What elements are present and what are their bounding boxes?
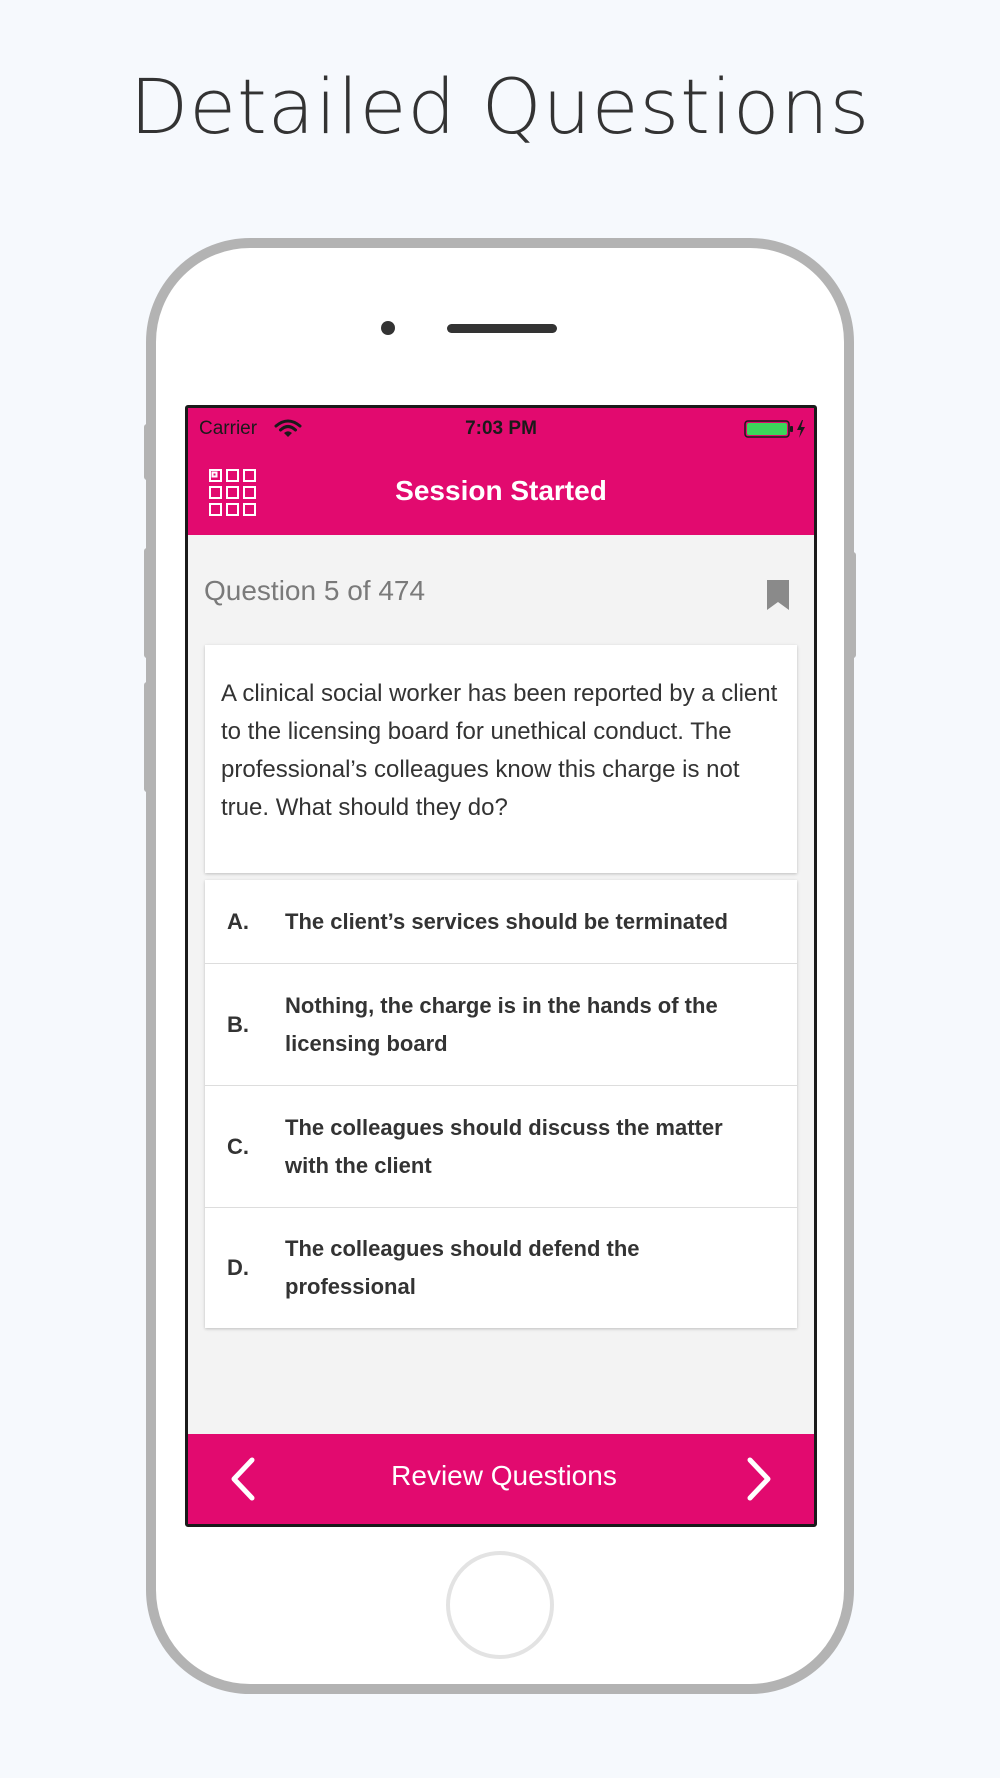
- question-header: [188, 535, 814, 635]
- carrier-label: Carrier: [199, 418, 258, 439]
- nav-bar: [188, 448, 814, 535]
- bottom-bar: [188, 1434, 814, 1524]
- chevron-right-icon: [744, 1456, 774, 1502]
- top-bar: [188, 408, 814, 535]
- previous-question-button[interactable]: [220, 1456, 266, 1502]
- earpiece-speaker: [447, 324, 557, 333]
- home-button[interactable]: [446, 1551, 554, 1659]
- question-text: A clinical social worker has been reported by a client to the licensing board for unethical conduct. The professional’s colleagues know this charge is not true. What should they do?: [221, 680, 778, 821]
- promo-title: Detailed Questions: [129, 62, 871, 151]
- front-camera: [381, 321, 395, 335]
- answer-letter: A.: [227, 908, 249, 934]
- answer-text: The colleagues should discuss the matter with the client: [285, 1114, 723, 1178]
- answer-letter: C.: [227, 1133, 249, 1159]
- answer-list: [205, 880, 797, 1328]
- battery-icon: [744, 419, 808, 439]
- answer-option-a[interactable]: [205, 880, 797, 964]
- chevron-left-icon: [228, 1456, 258, 1502]
- review-questions-button[interactable]: Review Questions: [391, 1460, 617, 1491]
- answer-text: Nothing, the charge is in the hands of the licensing board: [285, 992, 718, 1056]
- nav-title: Session Started: [395, 475, 607, 506]
- answer-text: The colleagues should defend the professional: [285, 1236, 640, 1299]
- status-bar: [188, 408, 814, 448]
- answer-option-c[interactable]: [205, 1086, 797, 1208]
- bookmark-icon[interactable]: [766, 579, 790, 611]
- answer-letter: B.: [227, 1011, 249, 1037]
- answer-option-d[interactable]: [205, 1208, 797, 1328]
- question-card: [205, 645, 797, 873]
- answer-letter: D.: [227, 1255, 249, 1280]
- next-question-button[interactable]: [736, 1456, 782, 1502]
- status-time: 7:03 PM: [465, 418, 537, 439]
- answer-text: The client’s services should be terminated: [285, 908, 728, 934]
- app-screen: [185, 405, 817, 1527]
- answer-option-b[interactable]: [205, 964, 797, 1086]
- question-counter: Question 5 of 474: [204, 575, 426, 606]
